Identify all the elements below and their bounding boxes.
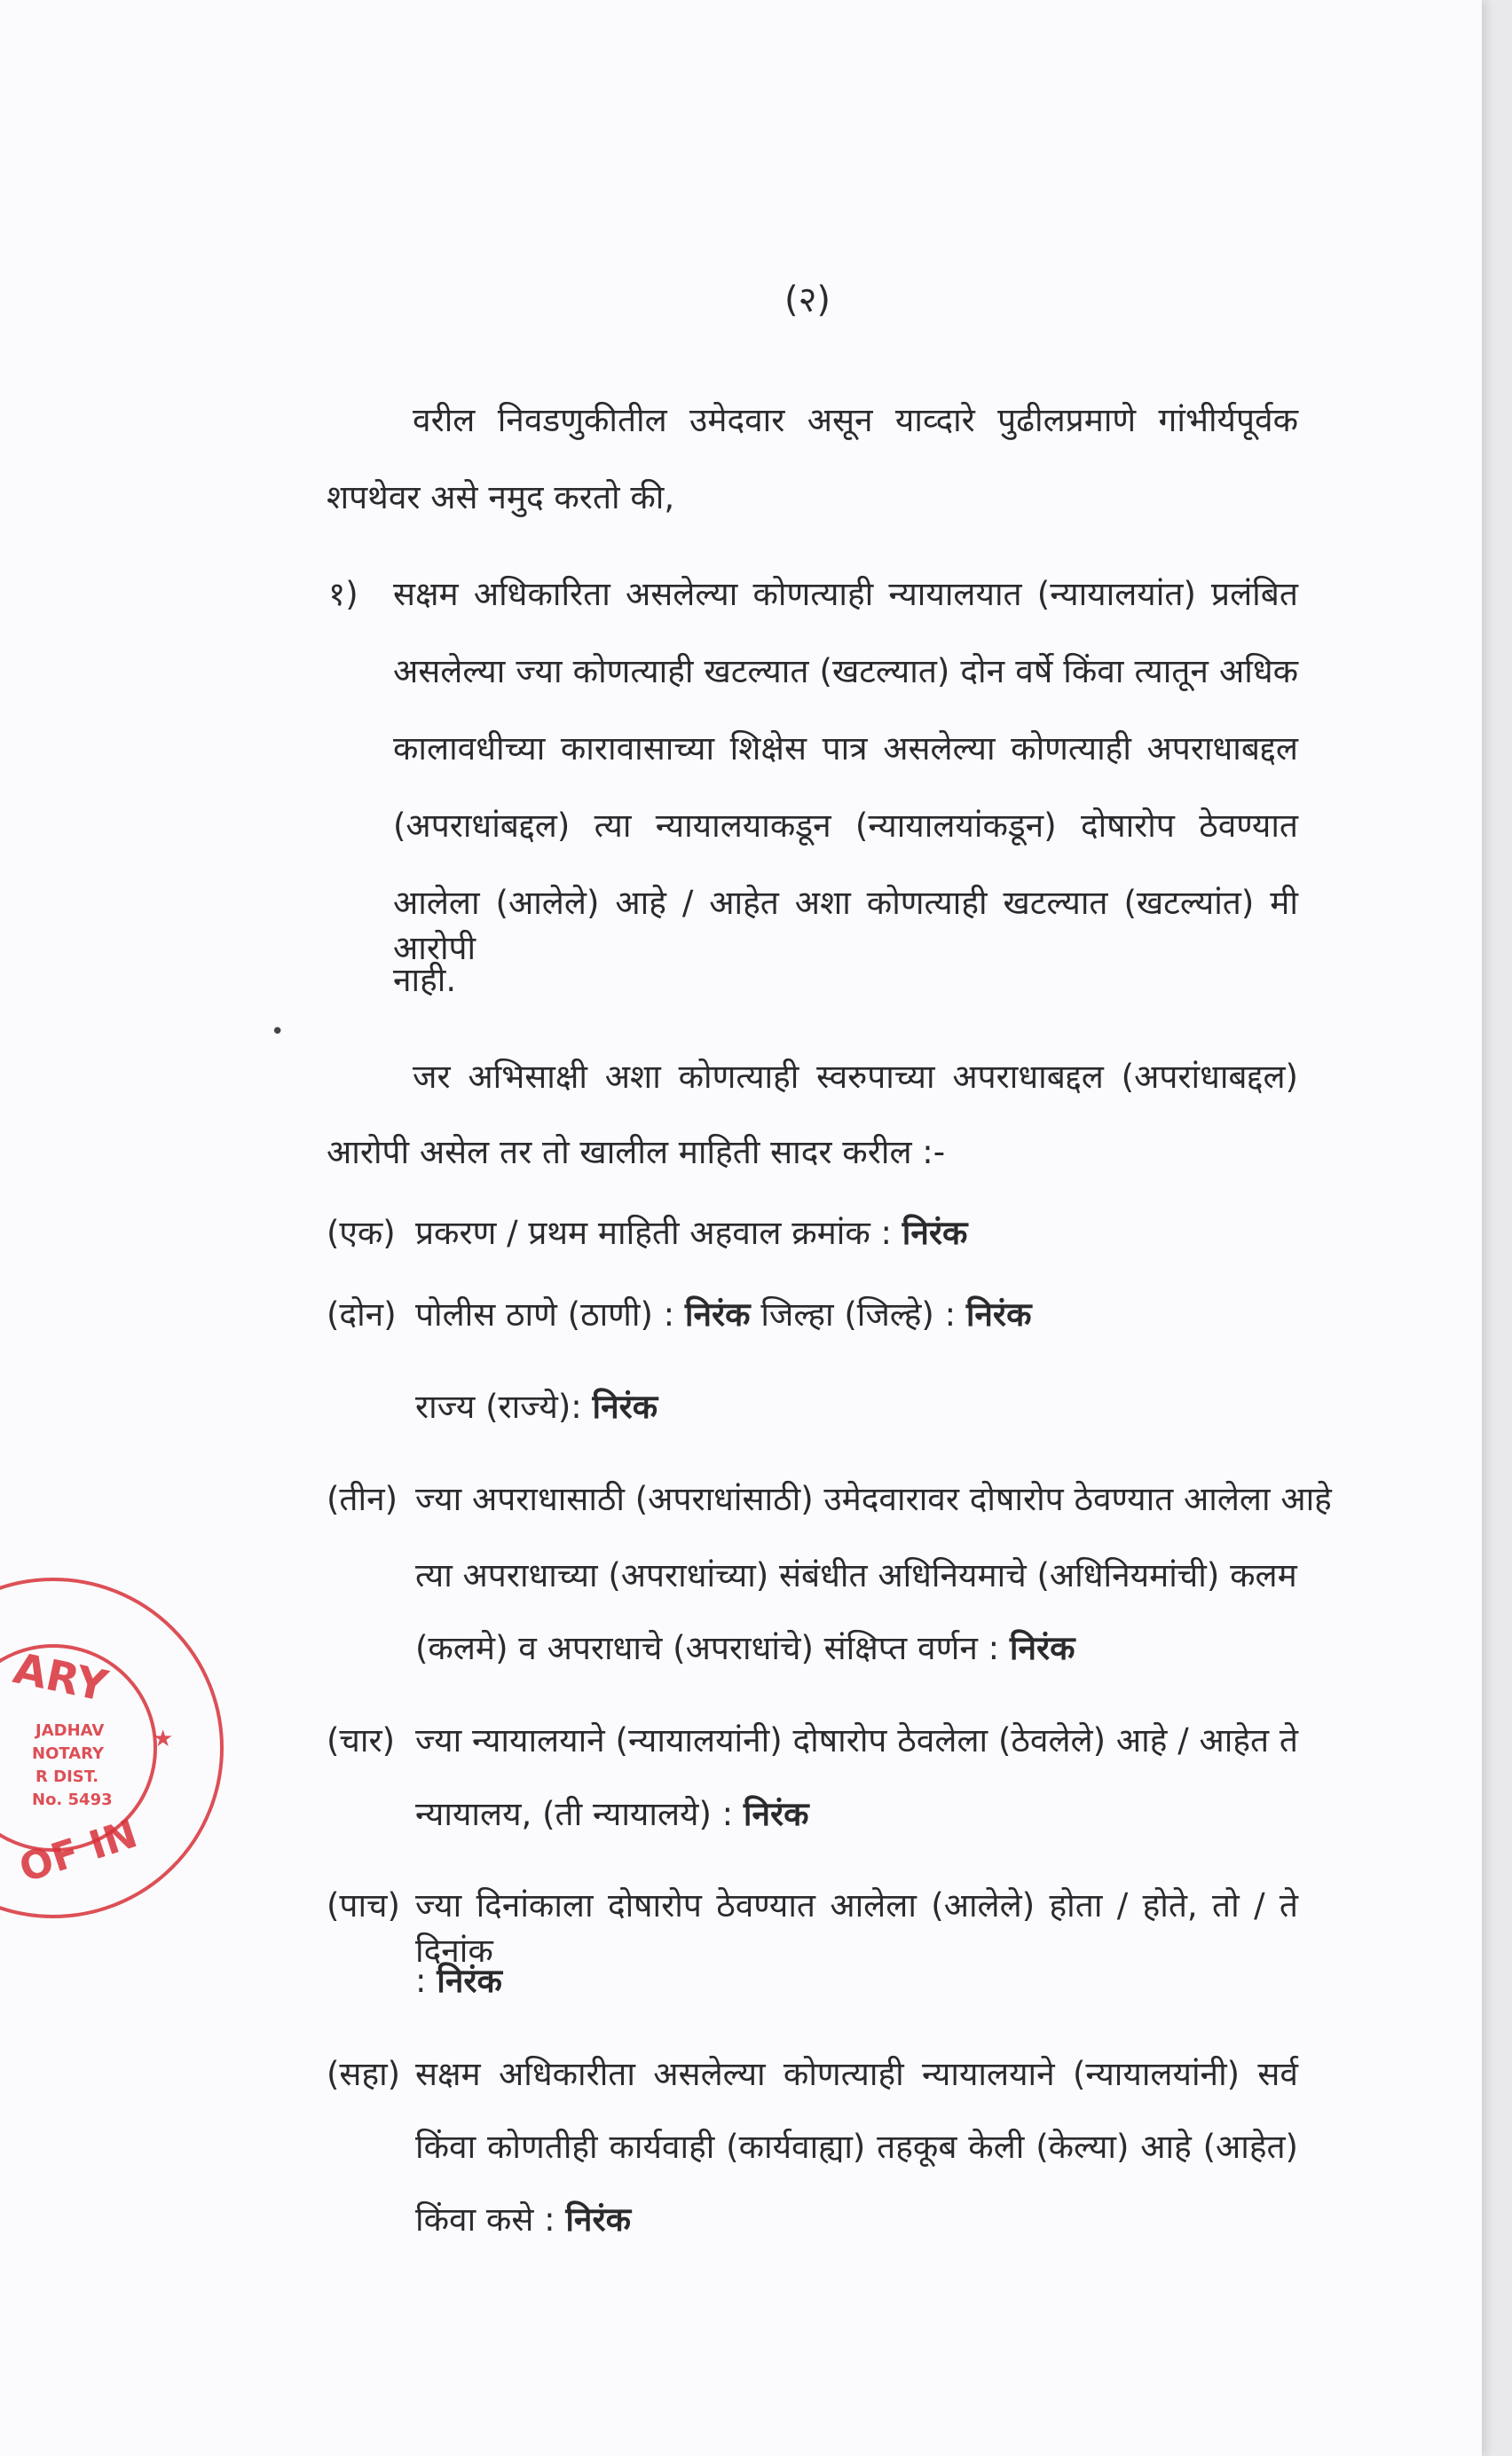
item-teen-label: (तीन) <box>327 1480 398 1518</box>
item-paach-line-2: : निरंक <box>415 1962 502 2000</box>
item-1-line-2: असलेल्या ज्या कोणत्याही खटल्यात (खटल्यात) दोन वर्षे किंवा त्यातून अधिक <box>393 652 1298 690</box>
item-saha-label: (सहा) <box>327 2055 401 2093</box>
item-saha-line-2: किंवा कोणतीही कार्यवाही (कार्यवाह्या) तहकूब केली (केल्या) आहे (आहेत) <box>415 2128 1298 2166</box>
stamp-text-bottom: OF IN <box>13 1811 143 1892</box>
stamp-line-1: JADHAV <box>35 1721 105 1740</box>
item-ek-value: निरंक <box>902 1214 968 1252</box>
intro-line-1: वरील निवडणुकीतील उमेदवार असून याव्दारे पुढीलप्रमाणे गांभीर्यपूर्वक <box>413 401 1298 439</box>
para-2-line-2: आरोपी असेल तर तो खालील माहिती सादर करील :- <box>327 1133 946 1171</box>
item-paach-line-1: ज्या दिनांकाला दोषारोप ठेवण्यात आलेला (आलेले) होता / होते, तो / ते दिनांक <box>415 1886 1298 1970</box>
item-ek-label: (एक) <box>327 1214 396 1252</box>
stamp-line-4: No. 5493 <box>32 1791 113 1809</box>
item-1-line-4: (अपराधांबद्दल) त्या न्यायालयाकडून (न्यायालयांकडून) दोषारोप ठेवण्यात <box>393 807 1298 845</box>
notary-stamp <box>0 1562 240 1934</box>
item-1-line-3: कालावधीच्या कारावासाच्या शिक्षेस पात्र असलेल्या कोणत्याही अपराधाबद्दल <box>393 729 1298 768</box>
item-1-line-5: आलेला (आलेले) आहे / आहेत अशा कोणत्याही खटल्यात (खटल्यांत) मी आरोपी <box>393 884 1298 967</box>
item-chaar-line-2: न्यायालय, (ती न्यायालये) : निरंक <box>415 1795 809 1833</box>
stamp-star-icon: ★ <box>153 1726 174 1752</box>
item-saha-line-3: किंवा कसे : निरंक <box>415 2200 632 2239</box>
item-chaar-label: (चार) <box>327 1721 396 1759</box>
item-teen-line-3: (कलमे) व अपराधाचे (अपराधांचे) संक्षिप्त वर्णन : निरंक <box>415 1629 1075 1667</box>
item-teen-line-1: ज्या अपराधासाठी (अपराधांसाठी) उमेदवारावर दोषारोप ठेवण्यात आलेला आहे <box>415 1480 1332 1518</box>
stamp-text-top: ARY <box>9 1643 112 1712</box>
item-chaar-line-1: ज्या न्यायालयाने (न्यायालयांनी) दोषारोप ठेवलेला (ठेवलेले) आहे / आहेत ते <box>415 1721 1298 1759</box>
item-teen-line-2: त्या अपराधाच्या (अपराधांच्या) संबंधीत अधिनियमाचे (अधिनियमांची) कलम <box>415 1556 1297 1594</box>
stamp-line-3: R DIST. <box>35 1767 99 1786</box>
stamp-line-2: NOTARY <box>32 1744 105 1763</box>
para-2-line-1: जर अभिसाक्षी अशा कोणत्याही स्वरुपाच्या अपराधाबद्दल (अपरांधाबद्दल) <box>413 1058 1298 1096</box>
item-don-line-1: पोलीस ठाणे (ठाणी) : निरंक जिल्हा (जिल्हे) : निरंक <box>415 1295 1032 1334</box>
item-ek-line: प्रकरण / प्रथम माहिती अहवाल क्रमांक : निरंक <box>415 1214 968 1252</box>
item-don-line-2: राज्य (राज्ये): निरंक <box>415 1388 658 1426</box>
intro-line-2: शपथेवर असे नमुद करतो की, <box>327 478 675 516</box>
item-1-line-1: सक्षम अधिकारिता असलेल्या कोणत्याही न्यायालयात (न्यायालयांत) प्रलंबित <box>393 575 1298 613</box>
item-1-number: १) <box>328 575 358 613</box>
item-1-line-6: नाही. <box>393 961 457 999</box>
item-saha-line-1: सक्षम अधिकारीता असलेल्या कोणत्याही न्यायालयाने (न्यायालयांनी) सर्व <box>415 2055 1298 2093</box>
page-number: (२) <box>784 279 831 320</box>
stray-mark: • <box>271 1019 285 1045</box>
item-paach-label: (पाच) <box>327 1886 400 1925</box>
item-don-label: (दोन) <box>327 1295 397 1334</box>
